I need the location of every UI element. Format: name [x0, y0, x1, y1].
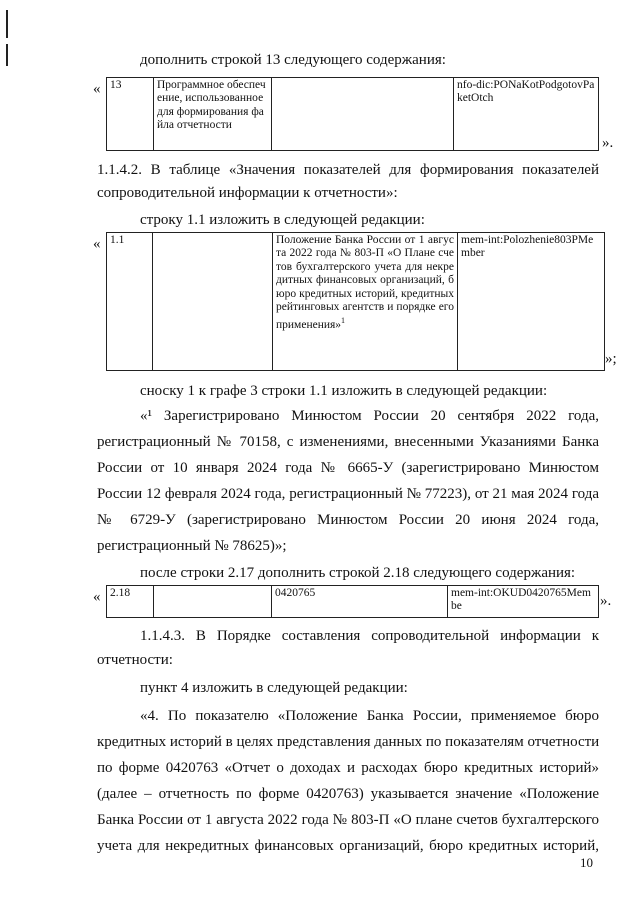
cell-code: nfo-dic:PONaKotPodgotovPaketOtch [454, 78, 599, 151]
cell-form-code: 0420765 [272, 586, 448, 618]
paragraph-line: «4. По показателю «Положение Банка России, применяемое бюро [140, 708, 599, 724]
table-row [107, 586, 599, 618]
paragraph-line: № 6729-У (зарегистрировано Минюстом России 20 июня 2024 года, [97, 512, 599, 528]
quote-close: »; [605, 351, 617, 367]
cell-number: 1.1 [107, 233, 153, 371]
paragraph-intro-row13: дополнить строкой 13 следующего содержания: [140, 52, 446, 68]
table-row13 [106, 77, 599, 151]
paragraph-footnote-intro: сноску 1 к графе 3 строки 1.1 изложить в следующей редакции: [140, 383, 548, 399]
cell-regulation-text [273, 233, 458, 371]
paragraph-line: учета для некредитных финансовых организаций, бюро кредитных историй, [97, 838, 599, 854]
paragraph-row11: строку 1.1 изложить в следующей редакции: [140, 212, 425, 228]
paragraph-line: отчетности: [97, 652, 173, 668]
page-number: 10 [580, 855, 593, 870]
quote-close: ». [602, 135, 614, 151]
paragraph-line: регистрационный № 78625)»; [97, 538, 287, 554]
footnote-ref: 1 [341, 316, 346, 326]
table-row [107, 78, 599, 151]
cell-name: Программное обеспечение, использованное для формирования файла отчетности [154, 78, 272, 151]
paragraph-line: 1.1.4.3. В Порядке составления сопроводительной информации к [140, 628, 599, 644]
cell-number: 2.18 [107, 586, 154, 618]
paragraph-line: Банка России от 1 августа 2022 года № 803-П «О плане счетов бухгалтерского [97, 812, 599, 828]
table-row [107, 233, 605, 371]
table-row11 [106, 232, 605, 371]
paragraph-line: регистрационный № 70158, с изменениями, внесенными Указаниями Банка [97, 434, 599, 450]
table-row218 [106, 585, 599, 618]
quote-open: « [93, 236, 101, 252]
cell-code: mem-int:OKUD0420765Membe [448, 586, 599, 618]
scan-margin-mark [6, 44, 8, 66]
scan-margin-mark [6, 10, 8, 38]
cell-code: mem-int:Polozhenie803PMember [458, 233, 605, 371]
paragraph-line: сопроводительной информации к отчетности»: [97, 185, 398, 201]
paragraph-line: кредитных историй в целях представления данных по показателям отчетности [97, 734, 600, 750]
cell-empty [154, 586, 272, 618]
paragraph-line: России от 10 января 2024 года № 6665-У (зарегистрировано Минюстом [97, 460, 599, 476]
quote-open: « [93, 81, 101, 97]
paragraph-line: России 12 февраля 2024 года, регистрационный № 77223), от 21 мая 2024 года [97, 486, 599, 502]
cell-number: 13 [107, 78, 154, 151]
quote-open: « [93, 589, 101, 605]
paragraph-item4-intro: пункт 4 изложить в следующей редакции: [140, 680, 408, 696]
paragraph-add-row218: после строки 2.17 дополнить строкой 2.18 следующего содержания: [140, 565, 576, 581]
cell-empty [272, 78, 454, 151]
cell-empty [153, 233, 273, 371]
paragraph-line: по форме 0420763 «Отчет о доходах и расходах бюро кредитных историй» [97, 760, 599, 776]
regulation-text: Положение Банка России от 1 августа 2022 года № 803-П «О Плане счетов бухгалтерского учета для некредитных финансовых организаций, бюро кредитных историй, кредитных рейтинговых агентств и порядке его применения» [276, 234, 454, 332]
paragraph-line: (далее – отчетность по форме 0420763) указывается значение «Положение [97, 786, 599, 802]
paragraph-line: «¹ Зарегистрировано Минюстом России 20 сентября 2022 года, [140, 408, 599, 424]
paragraph-line: 1.1.4.2. В таблице «Значения показателей для формирования показателей [97, 162, 599, 178]
quote-close: ». [600, 593, 612, 609]
